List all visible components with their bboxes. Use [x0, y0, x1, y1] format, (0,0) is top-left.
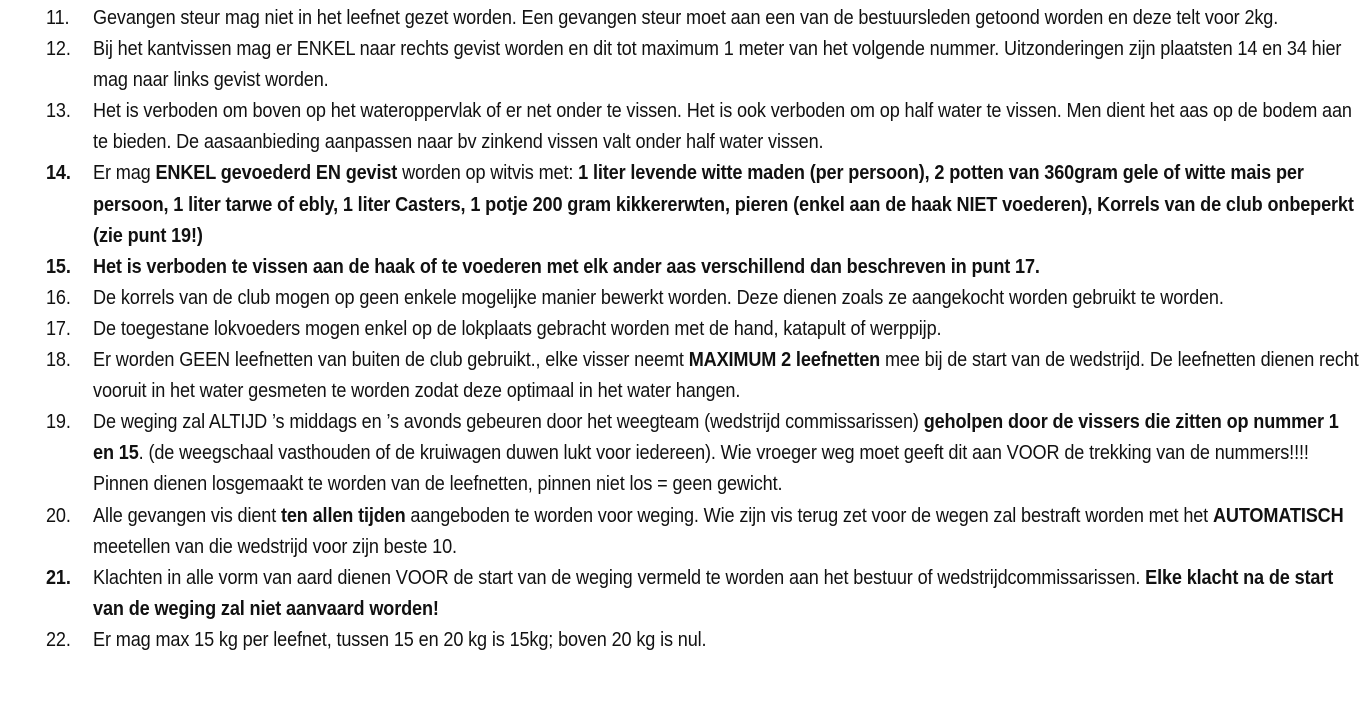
rule-text-bold-segment: AUTOMATISCH: [1212, 504, 1344, 527]
rule-text: [93, 252, 1363, 283]
rule-text: [93, 625, 1363, 656]
rule-text-bold-segment: 1 liter levende witte maden (per persoon), 2 potten van 360gram gele of witte mais per persoon, 1 liter tarwe of ebly, 1 liter Casters, 1 potje 200 gram kikkererwten, pieren (enkel aan de haak NIET voederen), Korrels van de club onbeperkt (zie punt 19!): [93, 162, 1354, 247]
rule-text-segment: Er mag max 15 kg per leefnet, tussen 15 en 20 kg is 15kg; boven 20 kg is nul.: [93, 628, 707, 651]
rule-text-bold-segment: geholpen door de vissers die zitten op nummer 1 en 15: [93, 411, 1339, 465]
rule-item: [46, 158, 1363, 251]
rule-text-bold-segment: MAXIMUM 2 leefnetten: [688, 349, 881, 372]
rule-text: [93, 314, 1363, 345]
rule-number: 12.: [46, 38, 71, 61]
rule-number: 21.: [46, 566, 71, 589]
rule-text-bold-segment: Elke klacht na de start van de weging zal niet aanvaard worden!: [93, 566, 1334, 620]
rule-item: [46, 314, 1363, 345]
rule-number: 11.: [46, 7, 70, 29]
rule-text-segment: Er worden GEEN leefnetten van buiten de club gebruikt., elke visser neemt: [93, 349, 689, 372]
rules-list: [46, 3, 1363, 656]
rule-item: [46, 345, 1363, 407]
rule-number: 16.: [46, 286, 71, 309]
rule-number: 19.: [46, 411, 71, 434]
rule-text-segment: Gevangen steur mag niet in het leefnet gezet worden. Een gevangen steur moet aan een van de bestuursleden getoond worden en deze telt voor 2kg.: [93, 7, 1279, 29]
rule-item: [46, 3, 1363, 34]
rule-item: [46, 252, 1363, 283]
rule-text-segment: Alle gevangen vis dient: [93, 504, 281, 527]
rule-text-segment: De toegestane lokvoeders mogen enkel op de lokplaats gebracht worden met de hand, katapult of werppijp.: [93, 317, 942, 340]
rule-text-segment: mee bij de start van de wedstrijd. De leefnetten dienen recht vooruit in het water gesmeten te worden zodat deze optimaal in het water hangen.: [93, 349, 1359, 403]
rule-text: [93, 407, 1363, 500]
rule-item: [46, 34, 1363, 96]
rule-item: [46, 283, 1363, 314]
rule-number: 15.: [46, 255, 71, 278]
rule-text: [93, 501, 1363, 563]
rule-text-segment: aangeboden te worden voor weging. Wie zijn vis terug zet voor de wegen zal bestraft worden met het: [405, 504, 1213, 527]
rule-text-segment: worden op witvis met:: [397, 162, 579, 185]
rule-text: [93, 96, 1363, 158]
rule-number: 18.: [46, 349, 71, 372]
rule-text-segment: Er mag: [93, 162, 156, 185]
rule-text-bold-segment: ENKEL gevoederd EN gevist: [155, 162, 398, 185]
rule-text-segment: meetellen van die wedstrijd voor zijn beste 10.: [93, 535, 457, 558]
rule-text-bold-segment: Het is verboden te vissen aan de haak of te voederen met elk ander aas verschillend dan beschreven in punt 17.: [93, 255, 1040, 278]
rule-text-bold-segment: ten allen tijden: [280, 504, 406, 527]
rule-item: [46, 407, 1363, 500]
rule-number: 13.: [46, 100, 71, 123]
rule-text: [93, 158, 1363, 251]
rule-item: [46, 501, 1363, 563]
rule-text: [93, 283, 1363, 314]
rule-item: [46, 96, 1363, 158]
rule-number: 20.: [46, 504, 71, 527]
rule-number: 17.: [46, 317, 71, 340]
rule-text-segment: Klachten in alle vorm van aard dienen VOOR de start van de weging vermeld te worden aan het bestuur of wedstrijdcommissarissen.: [93, 566, 1146, 589]
rule-text: [93, 34, 1363, 96]
rule-number: 22.: [46, 628, 71, 651]
rule-text-segment: Bij het kantvissen mag er ENKEL naar rechts gevist worden en dit tot maximum 1 meter van het volgende nummer. Uitzonderingen zijn plaatsten 14 en 34 hier mag naar links gevist worden.: [93, 38, 1342, 92]
rule-text: [93, 563, 1363, 625]
rule-text-segment: De weging zal ALTIJD ’s middags en ’s avonds gebeuren door het weegteam (wedstrijd commissarissen): [93, 411, 924, 434]
rule-text-segment: Het is verboden om boven op het wateroppervlak of er net onder te vissen. Het is ook verboden om op half water te vissen. Men dient het aas op de bodem aan te bieden. De aasaanbieding aanpassen naar bv zinkend vissen valt onder half water vissen.: [93, 100, 1352, 154]
rule-text: [93, 345, 1363, 407]
rule-number: 14.: [46, 162, 71, 185]
rule-text: [93, 3, 1363, 34]
rule-item: [46, 625, 1363, 656]
rule-text-segment: De korrels van de club mogen op geen enkele mogelijke manier bewerkt worden. Deze dienen zoals ze aangekocht worden gebruikt te worden.: [93, 286, 1224, 309]
rule-item: [46, 563, 1363, 625]
rule-text-segment: . (de weegschaal vasthouden of de kruiwagen duwen lukt voor iedereen). Wie vroeger weg moet geeft dit aan VOOR de trekking van de nummers!!!! Pinnen dienen losgemaakt te worden van de leefnetten, pinnen niet los = geen gewicht.: [93, 442, 1309, 496]
